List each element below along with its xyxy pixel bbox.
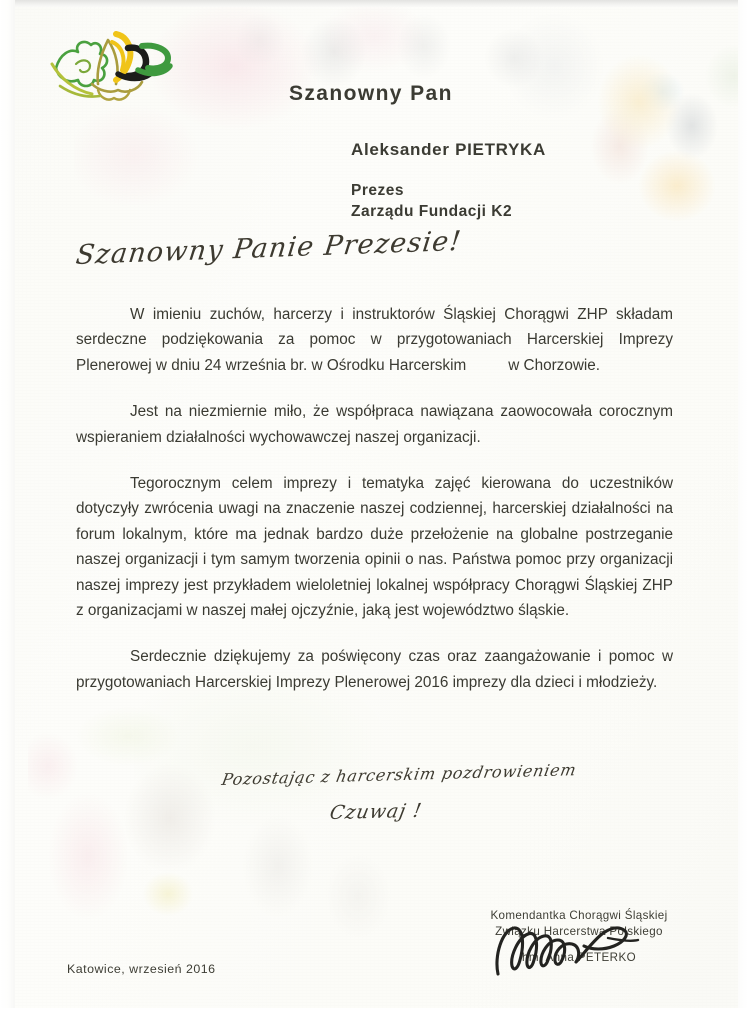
signature-signer-name: hm. Anna PETERKO bbox=[521, 951, 636, 964]
place-and-date: Katowice, wrzesień 2016 bbox=[67, 962, 216, 976]
body-paragraph-1-part-a: W imieniu zuchów, harcerzy i instruktorów Śląskiej Chorągwi ZHP składam serdeczne podziękowania za pomoc w przygotowaniach Harcerskiej Imprezy Plenerowej w dniu 24 września br. w Ośrodku Harcerskim bbox=[76, 306, 673, 374]
body-paragraph-2: Jest na niezmiernie miło, że współpraca nawiązana zaowocowała corocznym wspieraniem działalności wychowawczej naszej organizacji. bbox=[76, 403, 673, 446]
addressee-role-line-2: Zarządu Fundacji K2 bbox=[351, 203, 513, 220]
addressee-salutation-title: Szanowny Pan bbox=[289, 82, 453, 105]
letter-body bbox=[76, 302, 673, 695]
signature-block bbox=[474, 908, 684, 966]
addressee-role-line-1: Prezes bbox=[351, 182, 404, 199]
addressee-name: Aleksander PIETRYKA bbox=[351, 140, 547, 159]
signature-title-line-2: Związku Harcerstwa Polskiego bbox=[495, 924, 663, 938]
handwritten-closing-line-1: Pozostając z harcerskim pozdrowieniem bbox=[220, 760, 579, 790]
body-paragraph-4: Serdecznie dziękujemy za poświęcony czas oraz zaangażowanie i pomoc w przygotowaniach Harcerskiej Imprezy Plenerowej 2016 imprezy dla dzieci i młodzieży. bbox=[76, 648, 673, 691]
body-paragraph-1-part-b: w Chorzowie. bbox=[508, 356, 601, 374]
addressee-role bbox=[351, 180, 512, 222]
signature-title-line-1: Komendantka Chorągwi Śląskiej bbox=[490, 909, 668, 922]
body-paragraph-3: Tegorocznym celem imprezy i tematyka zajęć kierowana do uczestników dotyczyły zwrócenia uwagi na znaczenie naszej codziennej, harcerskiej działalności na forum lokalnym, które ma jednak bardzo duże przełożenie na globalne postrzeganie naszej organizacji i tym samym tworzenia opinii o nas. Państwa pomoc przy organizacji naszej imprezy jest przykładem wieloletniej lokalnej współpracy Chorągwi Śląskiej ZHP z organizacjami w naszej małej ojczyźnie, jaką jest województwo śląskie. bbox=[76, 475, 673, 620]
zhp-lily-logo-icon bbox=[46, 24, 178, 116]
handwritten-closing-line-2: Czuwaj ! bbox=[327, 799, 424, 825]
handwritten-greeting: Szanowny Panie Prezesie! bbox=[74, 225, 464, 272]
body-paragraph-1 bbox=[76, 302, 673, 378]
